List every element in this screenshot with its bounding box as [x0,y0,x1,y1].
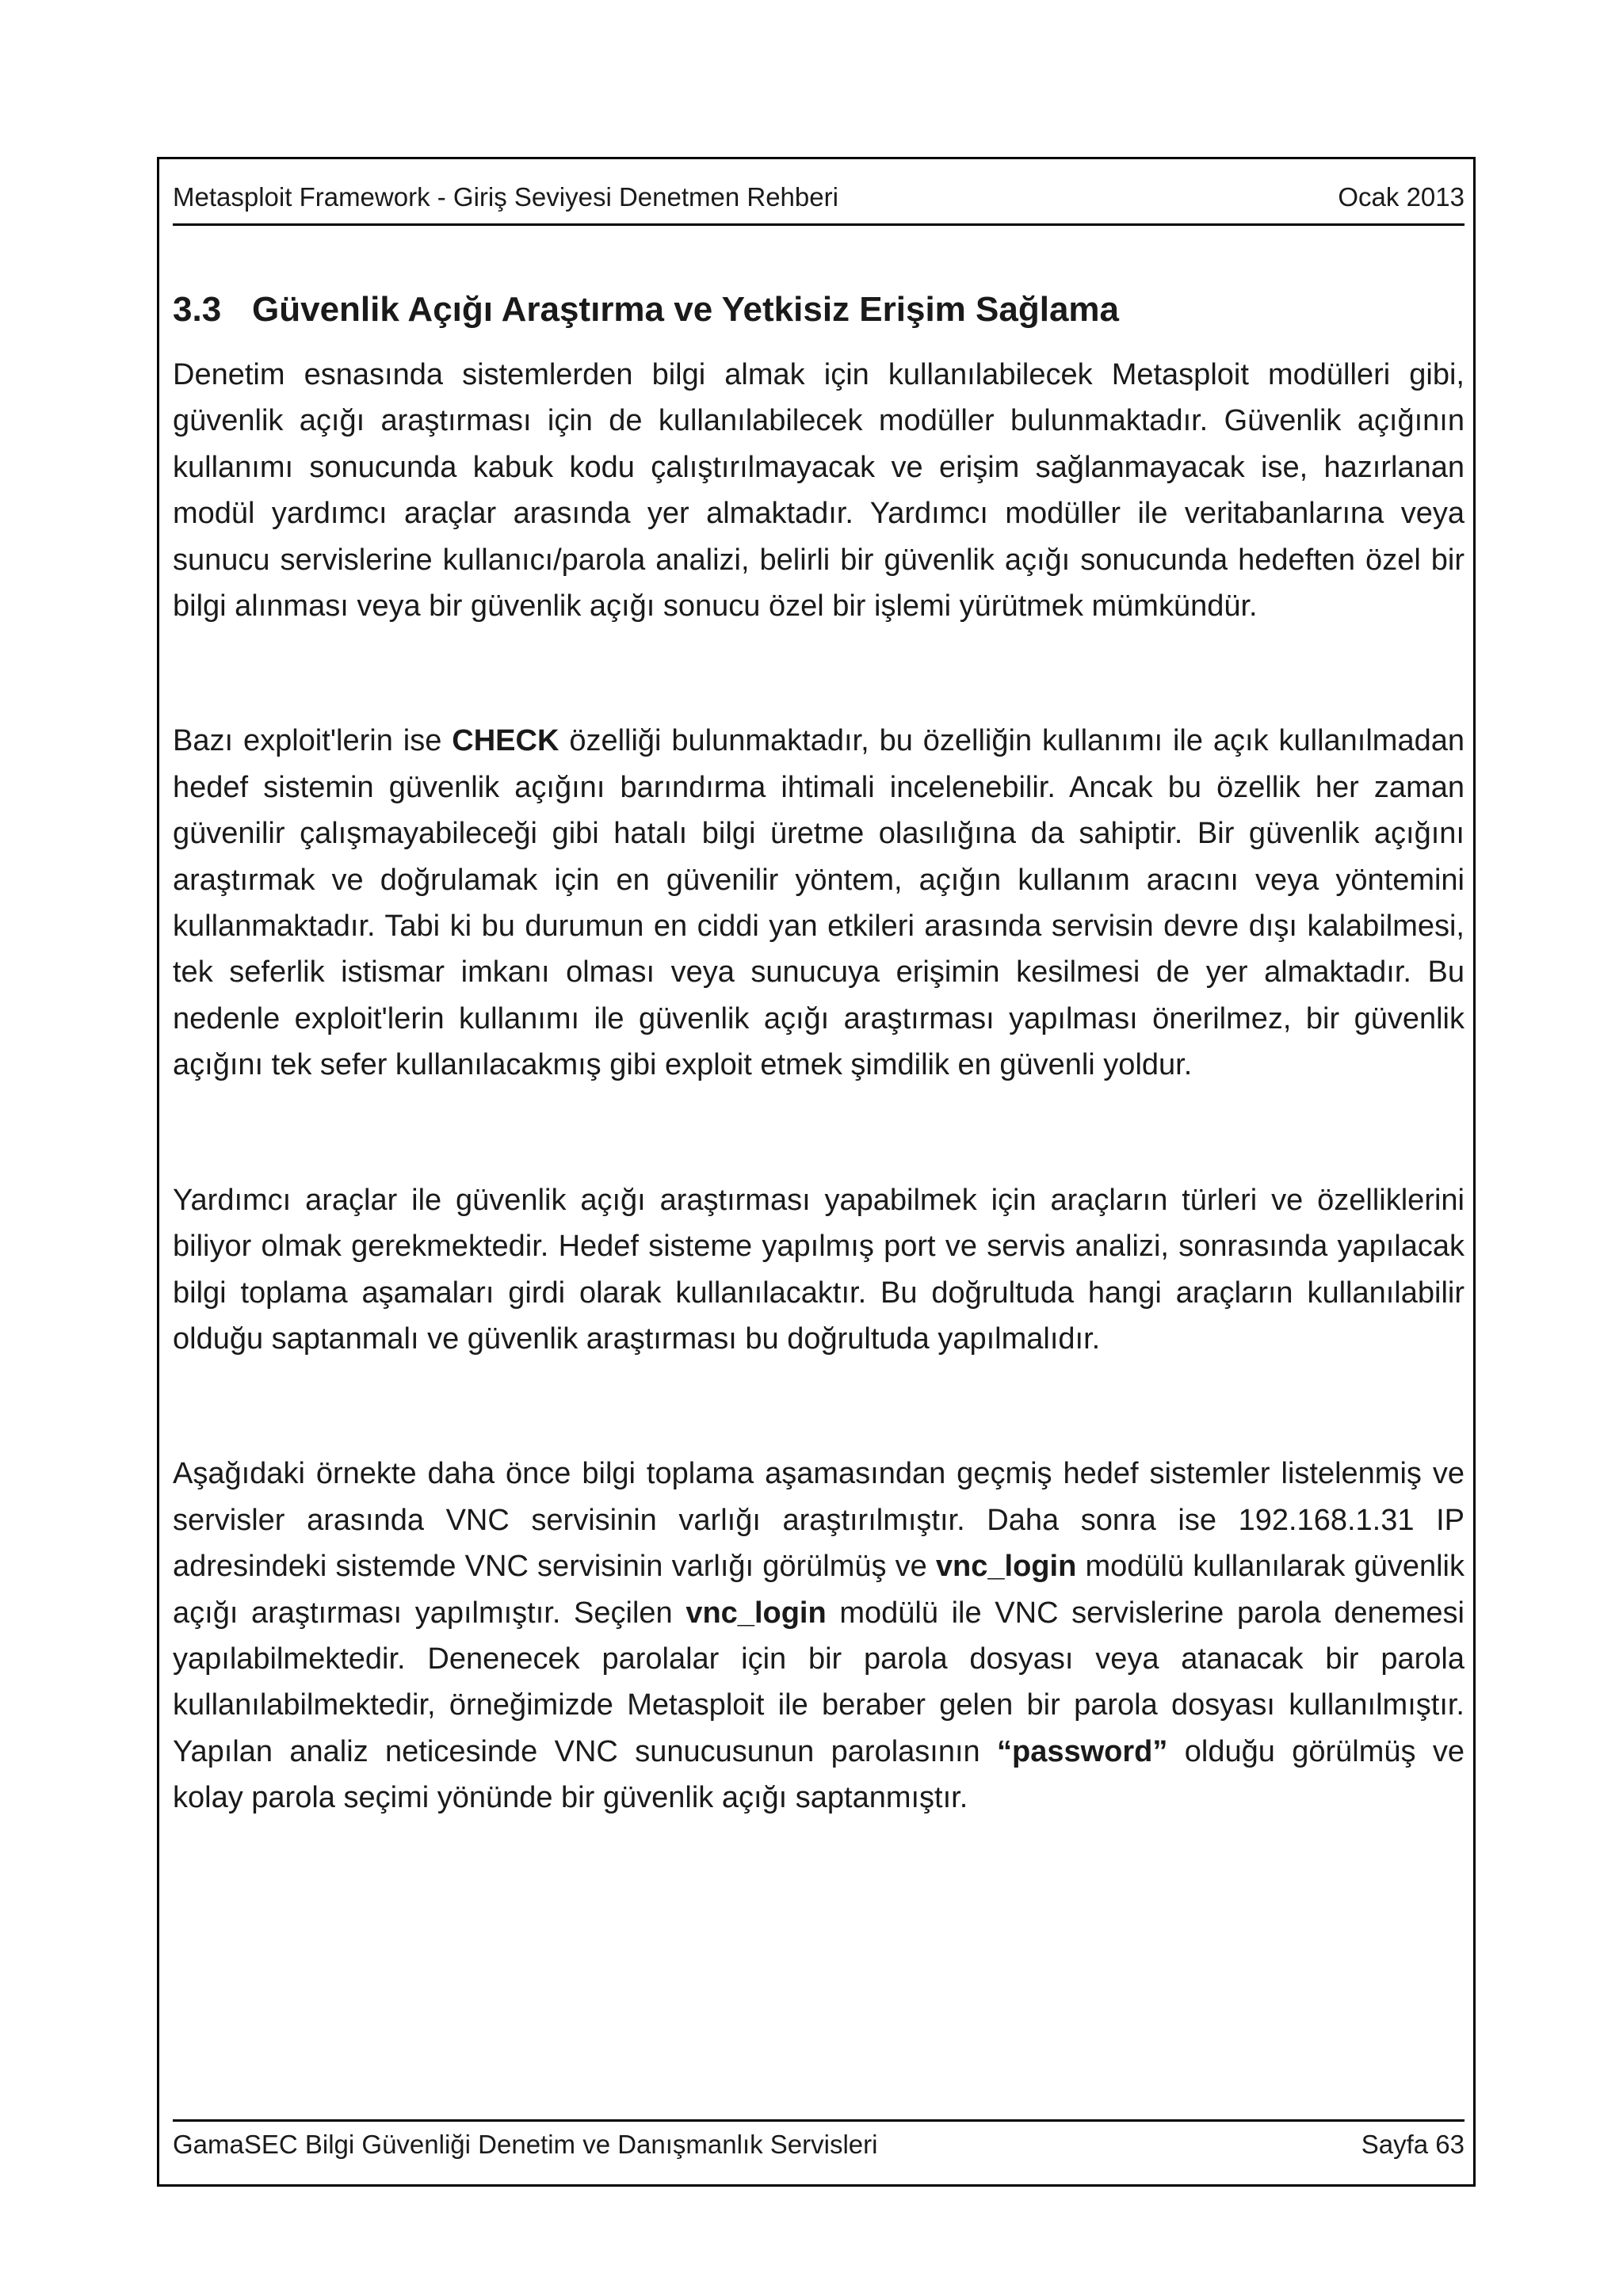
page-content [173,285,1465,1821]
section-number: 3.3 [173,290,222,329]
password-keyword: “password” [997,1734,1168,1768]
vnc-login-keyword-1: vnc_login [935,1550,1077,1584]
paragraph-4-text-3: modülü ile VNC servislerine parola denemesi yapılabilmektedir. Denenecek parolalar için bir parola dosyası veya atanacak bir parola kullanılabilmektedir, örneğimizde Metasploit ile beraber gelen bir parola dosyası kullanılmıştır. Yapılan analiz neticesinde VNC sunucusunun parolasının [173,1596,1465,1768]
header-document-title: Metasploit Framework - Giriş Seviyesi Denetmen Rehberi [173,182,838,212]
paragraph-4-text-4: olduğu görülmüş ve kolay parola seçimi yönünde bir güvenlik açığı saptanmıştır. [173,1734,1465,1815]
page-header [173,182,1465,226]
footer-page-number: Sayfa 63 [1361,2130,1465,2159]
section-heading [173,285,1465,334]
paragraph-1: Denetim esnasında sistemlerden bilgi almak için kullanılabilecek Metasploit modülleri gibi, güvenlik açığı araştırması için de kullanılabilecek modüller bulunmaktadır. Güvenlik açığının kullanımı sonucunda kabuk kodu çalıştırılmayacak ve erişim sağlanmayacak ise, hazırlanan modül yardımcı araçlar arasında yer almaktadır. Yardımcı modüller ile veritabanlarına veya sunucu servislerine kullanıcı/parola analizi, belirli bir güvenlik açığı sonucunda hedeften özel bir bilgi alınması veya bir güvenlik açığı sonucu özel bir işlemi yürütmek mümkündür. [173,358,1465,624]
vnc-login-keyword-2: vnc_login [685,1596,827,1630]
paragraph-4-text-2: modülü kullanılarak güvenlik açığı araştırması yapılmıştır. Seçilen [173,1550,1465,1630]
footer-company: GamaSEC Bilgi Güvenliği Denetim ve Danışmanlık Servisleri [173,2130,878,2159]
paragraph-2-text-1: Bazı exploit'lerin ise [173,724,453,758]
header-date: Ocak 2013 [1338,182,1465,212]
check-keyword: CHECK [452,724,559,758]
paragraph-3: Yardımcı araçlar ile güvenlik açığı araştırması yapabilmek için araçların türleri ve özelliklerini biliyor olmak gerekmektedir. Hedef sisteme yapılmış port ve servis analizi, sonrasında yapılacak bilgi toplama aşamaları girdi olarak kullanılacaktır. Bu doğrultuda hangi araçların kullanılabilir olduğu saptanmalı ve güvenlik araştırması bu doğrultuda yapılmalıdır. [173,1183,1465,1356]
page-footer [173,2119,1465,2160]
section-title: Güvenlik Açığı Araştırma ve Yetkisiz Erişim Sağlama [252,290,1120,329]
paragraph-2-text-2: özelliği bulunmaktadır, bu özelliğin kullanımı ile açık kullanılmadan hedef sistemin güvenlik açığını barındırma ihtimali incelenebilir. Ancak bu özellik her zaman güvenilir çalışmayabileceği gibi hatalı bilgi üretme olasılığına da sahiptir. Bir güvenlik açığını araştırmak ve doğrulamak için en güvenilir yöntem, açığın kullanım aracını veya yöntemini kullanmaktadır. Tabi ki bu durumun en ciddi yan etkileri arasında servisin devre dışı kalabilmesi, tek seferlik istismar imkanı olması veya sunucuya erişimin kesilmesi de yer almaktadır. Bu nedenle exploit'lerin kullanımı ile güvenlik açığı araştırması yapılması önerilmez, bir güvenlik açığını tek sefer kullanılacakmış gibi exploit etmek şimdilik en güvenli yoldur. [173,724,1465,1082]
paragraph-2 [173,718,1465,1088]
paragraph-4 [173,1451,1465,1821]
paragraph-4-text-1: Aşağıdaki örnekte daha önce bilgi toplama aşamasından geçmiş hedef sistemler listelenmiş ve servisler arasında VNC servisinin varlığı araştırılmıştır. Daha sonra ise 192.168.1.31 IP adresindeki sistemde VNC servisinin varlığı görülmüş ve [173,1457,1465,1584]
